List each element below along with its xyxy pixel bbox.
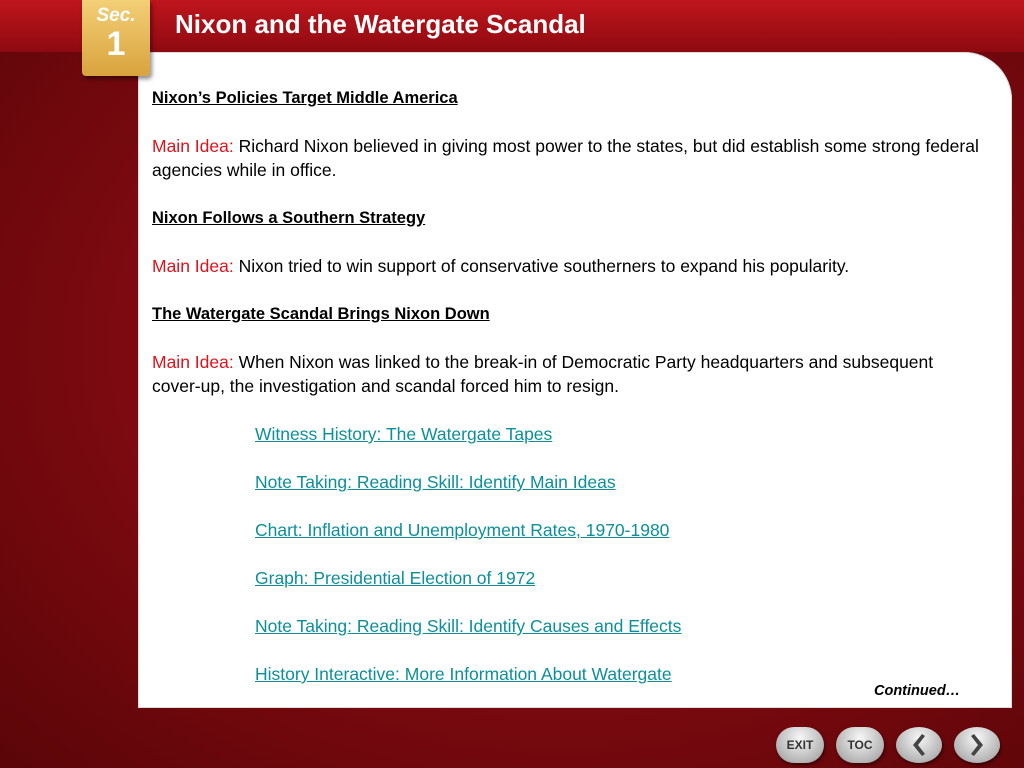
slide-content (152, 86, 982, 710)
section-heading-southern-strategy: Nixon Follows a Southern Strategy (152, 209, 426, 227)
link-witness-history[interactable]: Witness History: The Watergate Tapes (255, 424, 553, 444)
main-idea-label: Main Idea: (152, 136, 234, 156)
chevron-right-icon (970, 734, 984, 756)
section-number: 1 (106, 25, 126, 63)
exit-button[interactable]: EXIT (776, 727, 824, 763)
main-idea-label: Main Idea: (152, 256, 234, 276)
continued-label: Continued… (874, 683, 961, 699)
link-note-taking-causes-effects[interactable]: Note Taking: Reading Skill: Identify Causes and Effects (255, 616, 682, 636)
main-idea-policies (152, 134, 982, 182)
main-idea-label: Main Idea: (152, 352, 234, 372)
chevron-left-icon (912, 734, 926, 756)
previous-button[interactable] (896, 727, 942, 763)
toc-button[interactable]: TOC (836, 727, 884, 763)
main-idea-text: Nixon tried to win support of conservative southerners to expand his popularity. (238, 256, 850, 276)
resource-links (255, 422, 982, 686)
title-bar (0, 0, 1024, 52)
link-note-taking-main-ideas[interactable]: Note Taking: Reading Skill: Identify Main Ideas (255, 472, 616, 492)
main-idea-text: When Nixon was linked to the break-in of Democratic Party headquarters and subsequent cover-up, the investigation and scandal forced him to resign. (152, 352, 934, 396)
main-idea-text: Richard Nixon believed in giving most power to the states, but did establish some strong federal agencies while in office. (152, 136, 979, 180)
link-chart-inflation[interactable]: Chart: Inflation and Unemployment Rates, 1970-1980 (255, 520, 670, 540)
section-heading-policies: Nixon’s Policies Target Middle America (152, 89, 458, 107)
page-title: Nixon and the Watergate Scandal (175, 9, 586, 39)
link-history-interactive[interactable]: History Interactive: More Information About Watergate (255, 664, 672, 684)
main-idea-southern-strategy (152, 254, 982, 278)
link-graph-election-1972[interactable]: Graph: Presidential Election of 1972 (255, 568, 536, 588)
section-tab (82, 0, 150, 76)
section-heading-watergate: The Watergate Scandal Brings Nixon Down (152, 305, 490, 323)
next-button[interactable] (954, 727, 1000, 763)
section-label: Sec. (96, 5, 136, 26)
main-idea-watergate (152, 350, 982, 398)
